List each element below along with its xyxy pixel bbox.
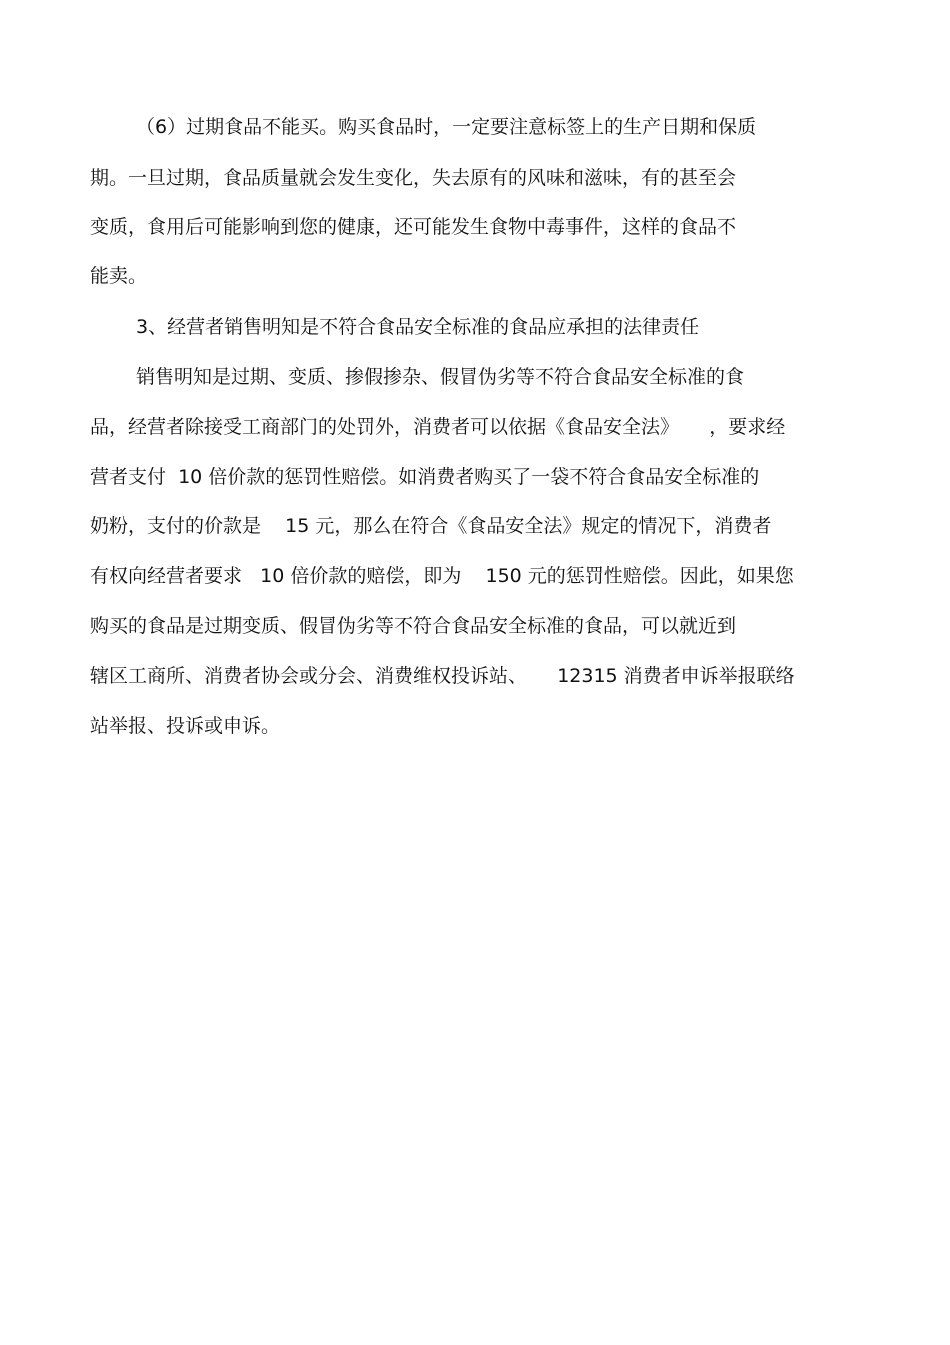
paragraph-3-line-5: 有权向经营者要求 10 倍价款的赔偿，即为 150 元的惩罚性赔偿。因此，如果您 xyxy=(90,565,794,587)
paragraph-3-line-6: 购买的食品是过期变质、假冒伪劣等不符合食品安全标准的食品，可以就近到 xyxy=(90,615,737,637)
paragraph-3-line-2: 品，经营者除接受工商部门的处罚外，消费者可以依据《食品安全法》 ，要求经 xyxy=(90,416,786,438)
paragraph-3-line-3: 营者支付 10 倍价款的惩罚性赔偿。如消费者购买了一袋不符合食品安全标准的 xyxy=(90,466,760,488)
paragraph-6-line-4: 能卖。 xyxy=(90,265,148,287)
paragraph-6-line-3: 变质，食用后可能影响到您的健康，还可能发生食物中毒事件，这样的食品不 xyxy=(90,216,737,238)
paragraph-3-line-4: 奶粉，支付的价款是 15 元，那么在符合《食品安全法》规定的情况下，消费者 xyxy=(90,515,772,537)
paragraph-3-line-7: 辖区工商所、消费者协会或分会、消费维权投诉站、 12315 消费者申诉举报联络 xyxy=(90,665,795,687)
paragraph-3-line-8: 站举报、投诉或申诉。 xyxy=(90,715,281,737)
section-3-heading: 3、经营者销售明知是不符合食品安全标准的食品应承担的法律责任 xyxy=(136,316,700,338)
paragraph-6-line-2: 期。一旦过期，食品质量就会发生变化，失去原有的风味和滋味，有的甚至会 xyxy=(90,167,737,189)
paragraph-3-line-1: 销售明知是过期、变质、掺假掺杂、假冒伪劣等不符合食品安全标准的食 xyxy=(136,366,745,388)
paragraph-6-line-1: （6）过期食品不能买。购买食品时，一定要注意标签上的生产日期和保质 xyxy=(136,116,757,138)
